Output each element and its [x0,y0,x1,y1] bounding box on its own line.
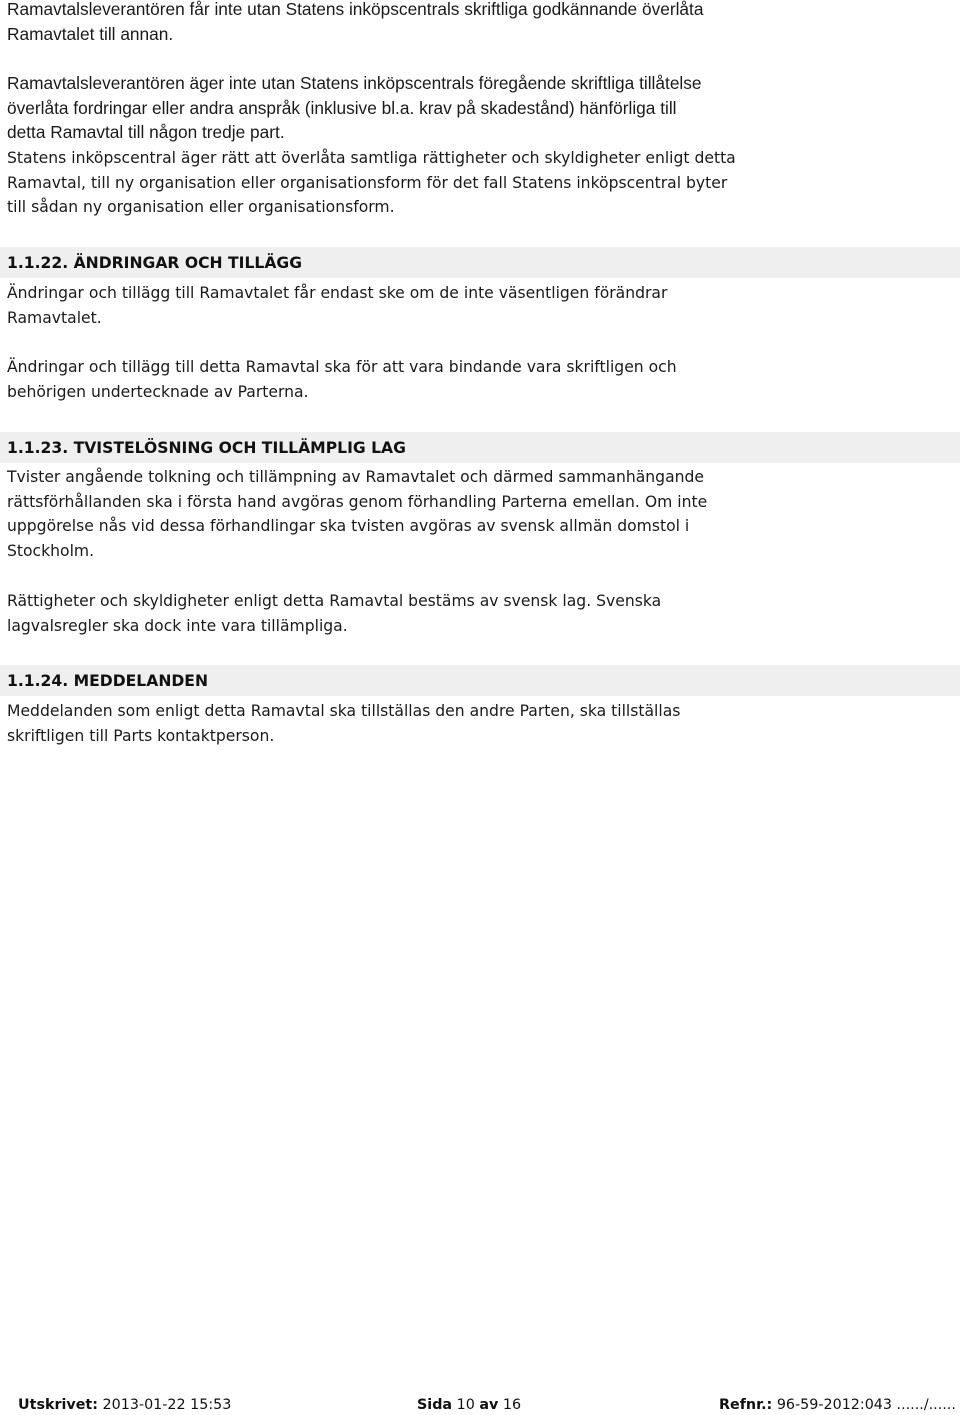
paragraph-changes-1: Ändringar och tillägg till Ramavtalet får endast ske om de inte väsentligen förändrar Ramavtalet. [7,284,668,327]
footer-printed [18,1395,231,1415]
section-heading-bar-changes [0,247,960,278]
section-heading-notices: 1.1.24. MEDDELANDEN [7,672,209,690]
paragraph-changes-2: Ändringar och tillägg till detta Ramavtal ska för att vara bindande vara skriftligen och behörigen undertecknade av Parterna. [7,358,677,401]
footer-page-of: av [479,1397,499,1413]
footer-page [417,1395,521,1415]
section-heading-disputes: 1.1.23. TVISTELÖSNING OCH TILLÄMPLIG LAG [7,439,406,457]
paragraph-disputes-1: Tvister angående tolkning och tillämpning av Ramavtalet och därmed sammanhängande rättsförhållanden ska i första hand avgöras genom förhandling Parterna emellan. Om inte uppgörelse nås vid dessa förhandlingar ska tvisten avgöras av svensk allmän domstol i Stockholm. [7,468,708,560]
section-heading-bar-disputes [0,432,960,463]
paragraph-claims-transfer: Ramavtalsleverantören äger inte utan Statens inköpscentrals föregående skriftliga tillåtelse överlåta fordringar eller andra anspråk (inklusive bl.a. krav på skadestånd) hänförliga till detta Ramavtal till någon tredje part. [7,73,702,142]
section-heading-bar-notices [0,665,960,696]
paragraph-transfer-approval: Ramavtalsleverantören får inte utan Statens inköpscentrals skriftliga godkännande överlåta Ramavtalet till annan. [7,0,704,44]
footer-page-number: 10 [456,1397,475,1413]
footer-printed-label: Utskrivet: [18,1397,98,1413]
footer-ref-label: Refnr.: [719,1397,773,1413]
section-heading-changes: 1.1.22. ÄNDRINGAR OCH TILLÄGG [7,254,302,272]
paragraph-rights-transfer: Statens inköpscentral äger rätt att överlåta samtliga rättigheter och skyldigheter enligt detta Ramavtal, till ny organisation eller organisationsform för det fall Statens inköpscentral byter till sådan ny organisation eller organisationsform. [7,149,736,216]
paragraph-disputes-2: Rättigheter och skyldigheter enligt detta Ramavtal bestäms av svensk lag. Svenska lagvalsregler ska dock inte vara tillämpliga. [7,592,662,635]
footer-printed-value: 2013-01-22 15:53 [102,1397,232,1413]
footer-page-label: Sida [417,1397,453,1413]
footer-page-total: 16 [502,1397,522,1413]
footer-ref-value: 96-59-2012:043 ....../...... [776,1397,956,1413]
paragraph-notices-1: Meddelanden som enligt detta Ramavtal ska tillställas den andre Parten, ska tillställas skriftligen till Parts kontaktperson. [7,702,681,745]
footer-reference [719,1395,956,1415]
